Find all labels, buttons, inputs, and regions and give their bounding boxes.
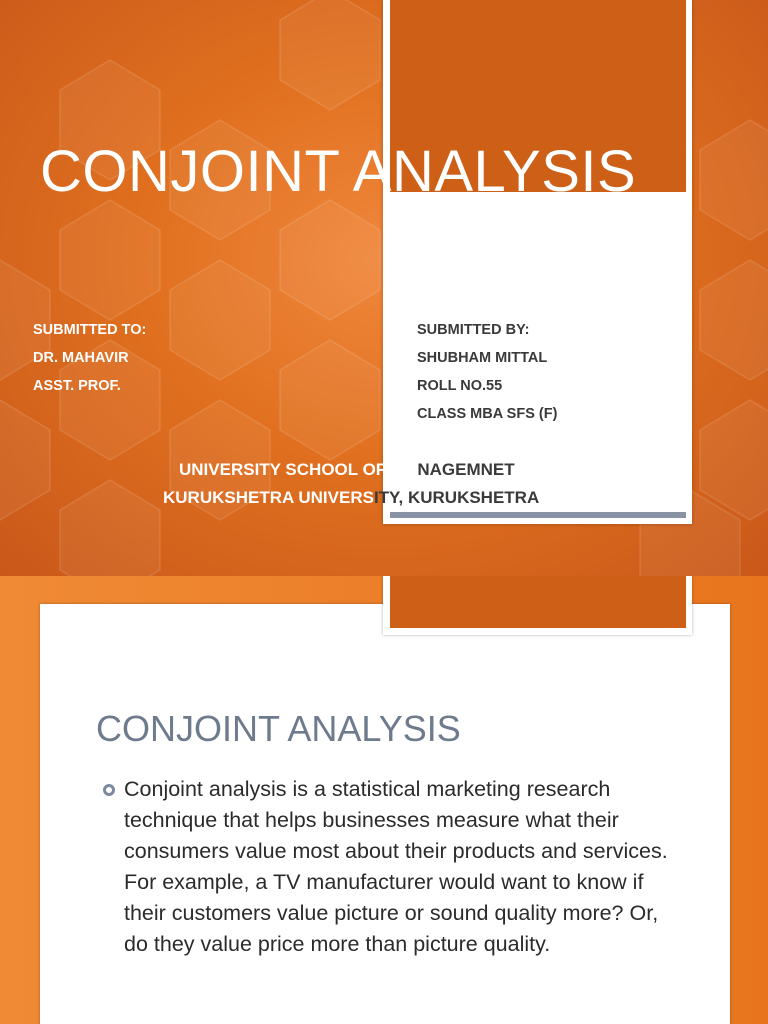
- slide-title: CONJOINT ANALYSIS: [40, 139, 637, 204]
- university-line-2-part-a: KURUKSHETRA UNIVERS: [163, 488, 374, 507]
- submitted-by-block: [417, 316, 557, 428]
- submitted-by-heading: SUBMITTED BY:: [417, 322, 530, 338]
- submitted-by-roll: ROLL NO.55: [417, 378, 503, 394]
- bullet-circle-icon: [103, 784, 115, 796]
- submitted-to-designation: ASST. PROF.: [33, 378, 121, 394]
- bullet-text: Conjoint analysis is a statistical marketing research technique that helps businesses measure what their consumers value most about their products and services. For example, a TV manufacturer would want to know if their customers value picture or sound quality more? Or, do they value price more than picture quality.: [124, 777, 668, 956]
- university-line-1-part-b: NAGEMNET: [417, 460, 515, 479]
- submitted-by-name: SHUBHAM MITTAL: [417, 350, 548, 366]
- submitted-by-class: CLASS MBA SFS (F): [417, 406, 558, 422]
- university-line-2: [163, 484, 539, 512]
- content-slide: [0, 576, 768, 1024]
- content-title: CONJOINT ANALYSIS: [96, 708, 461, 749]
- orange-tab-block: [390, 576, 686, 628]
- university-line-1: [179, 456, 515, 484]
- gray-accent-bar: [390, 512, 686, 518]
- university-line-2-part-b: ITY, KURUKSHETRA: [373, 488, 540, 507]
- university-line-1-part-a: UNIVERSITY SCHOOL OF MA: [179, 460, 418, 479]
- submitted-to-name: DR. MAHAVIR: [33, 350, 129, 366]
- submitted-to-heading: SUBMITTED TO:: [33, 322, 147, 338]
- submitted-to-block: [33, 316, 146, 400]
